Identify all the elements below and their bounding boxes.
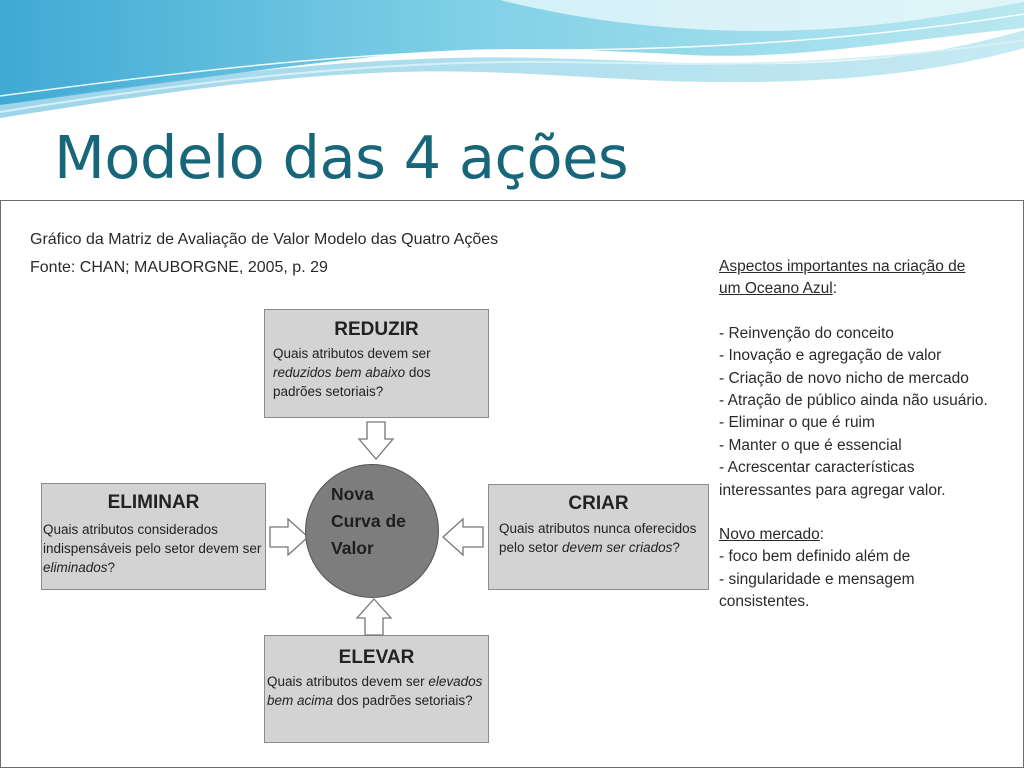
market-item: consistentes. xyxy=(719,593,810,611)
figure-caption: Gráfico da Matriz de Avaliação de Valor Modelo das Quatro Ações xyxy=(30,231,499,248)
elevar-text: Quais atributos devem ser elevados bem acima dos padrões setoriais? xyxy=(267,674,483,708)
eliminar-title: ELIMINAR xyxy=(107,492,200,513)
aspects-panel xyxy=(719,256,988,614)
aspect-item: - Reinvenção do conceito xyxy=(719,324,894,342)
arrow-right-icon xyxy=(269,518,309,556)
criar-box xyxy=(488,484,709,590)
arrow-left-icon xyxy=(442,518,484,556)
aspects-heading-line2: um Oceano Azul: xyxy=(719,280,838,298)
elevar-box xyxy=(264,635,489,743)
aspect-item: - Atração de público ainda não usuário. xyxy=(719,392,988,410)
arrow-down-icon xyxy=(358,421,394,461)
market-item: - foco bem definido além de xyxy=(719,548,911,566)
criar-text: Quais atributos nunca oferecidos pelo setor devem ser criados? xyxy=(499,521,697,555)
arrow-up-icon xyxy=(356,598,392,636)
eliminar-text: Quais atributos considerados indispensáveis pelo setor devem ser eliminados? xyxy=(43,522,262,575)
reduzir-box xyxy=(264,309,489,418)
elevar-title: ELEVAR xyxy=(338,647,415,668)
reduzir-text: Quais atributos devem ser reduzidos bem abaixo dos padrões setoriais? xyxy=(273,346,431,399)
aspect-item: - Acrescentar características xyxy=(719,459,915,477)
reduzir-title: REDUZIR xyxy=(334,319,419,340)
aspect-item: - Manter o que é essencial xyxy=(719,436,902,454)
aspect-item: - Criação de novo nicho de mercado xyxy=(719,369,969,387)
criar-title: CRIAR xyxy=(568,493,629,514)
eliminar-box xyxy=(41,483,266,590)
center-label: Nova Curva de Valor xyxy=(331,484,406,558)
aspect-item: interessantes para agregar valor. xyxy=(719,481,946,499)
aspects-heading: Aspectos importantes na criação de xyxy=(719,258,966,275)
header-wave-decoration xyxy=(0,0,1024,125)
aspect-item: - Inovação e agregação de valor xyxy=(719,347,942,365)
market-item: - singularidade e mensagem xyxy=(719,570,915,588)
figure-source: Fonte: CHAN; MAUBORGNE, 2005, p. 29 xyxy=(30,259,328,276)
slide-title: Modelo das 4 ações xyxy=(54,123,629,192)
new-market-heading: Novo mercado: xyxy=(719,526,825,544)
aspect-item: - Eliminar o que é ruim xyxy=(719,414,875,432)
